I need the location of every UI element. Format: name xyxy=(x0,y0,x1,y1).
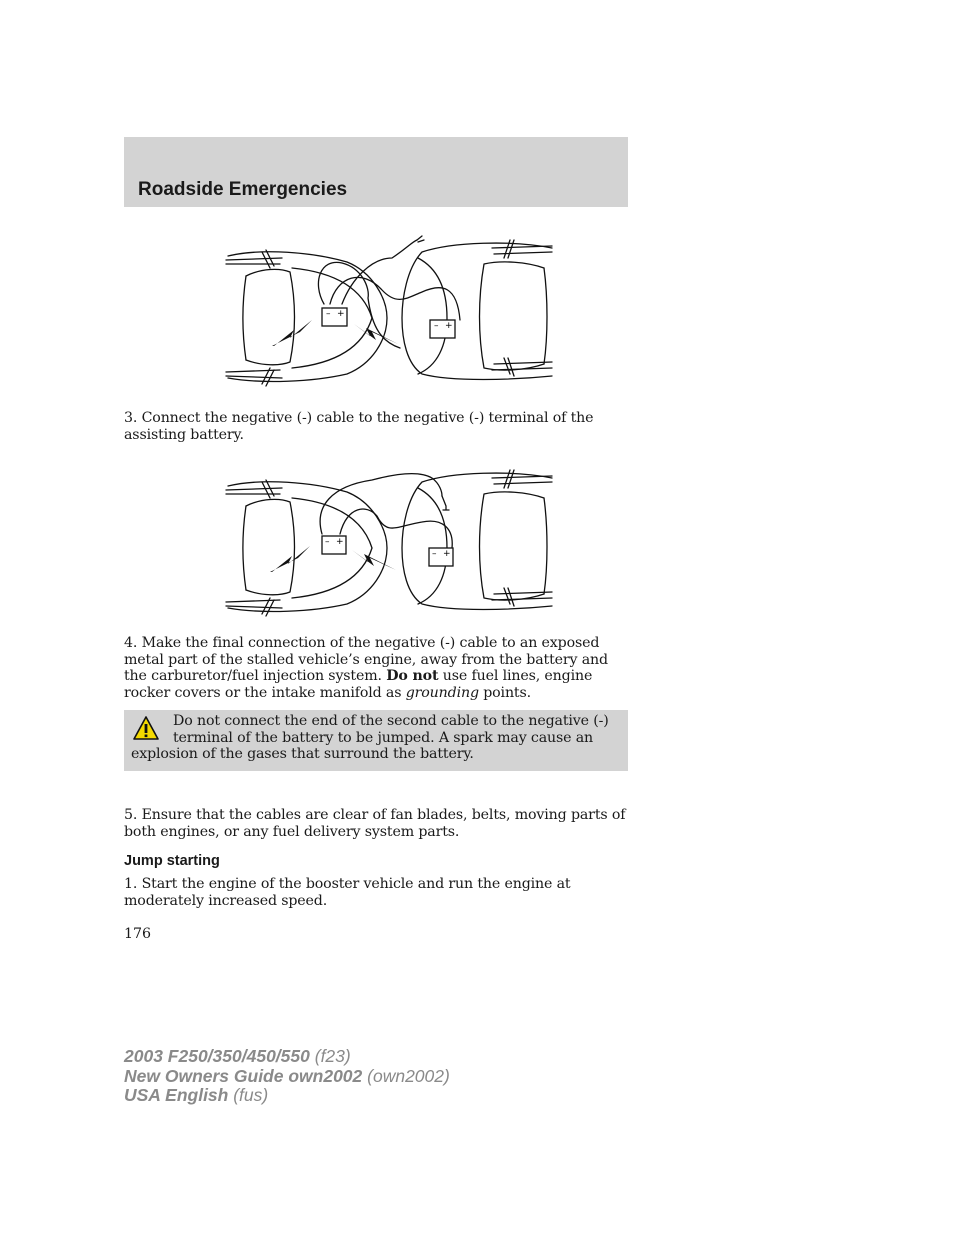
battery-plus-label: + xyxy=(336,537,344,547)
section-header-band xyxy=(124,137,628,207)
jump-cable-diagram-1 xyxy=(222,228,558,396)
warning-triangle-icon xyxy=(132,715,160,741)
step-4-part2: use fuel lines, engine rocker covers or the intake manifold as xyxy=(124,668,593,701)
battery-minus-label: – xyxy=(434,321,439,331)
step-5-text: 5. Ensure that the cables are clear of fan blades, belts, moving parts of both engines, or any fuel delivery system parts. xyxy=(124,807,626,840)
footer-language: USA English xyxy=(124,1085,229,1105)
spark-icon xyxy=(272,320,312,346)
jumper-cable-b xyxy=(342,240,417,304)
footer-model: 2003 F250/350/450/550 xyxy=(124,1046,310,1066)
footer-line-1 xyxy=(124,1047,450,1067)
battery-plus-label: + xyxy=(445,321,453,331)
battery-minus-label: – xyxy=(325,537,330,547)
step-4-part3: points. xyxy=(478,684,531,701)
footer-guide: New Owners Guide own2002 xyxy=(124,1065,363,1086)
footer-language-code: (fus) xyxy=(228,1085,269,1105)
jump-cable-diagram-2 xyxy=(222,456,558,626)
warning-text xyxy=(124,710,628,763)
step-4-italic: grounding xyxy=(405,684,479,701)
jump-starting-step-1: 1. Start the engine of the booster vehicle and run the engine at moderately increased speed. xyxy=(124,876,571,909)
footer-guide-code: (own2002) xyxy=(362,1065,450,1086)
footer-model-code: (f23) xyxy=(309,1046,351,1066)
step-4-emphasis: Do not xyxy=(386,668,439,685)
page-number: 176 xyxy=(124,926,152,942)
battery-plus-label: + xyxy=(443,549,451,559)
battery-minus-label: – xyxy=(432,549,437,559)
step-4-part1: 4. Make the final connection of the negative (-) cable to an exposed metal part of the stalled vehicle’s engine, away from the battery and the carburetor/fuel injection system. xyxy=(124,635,608,685)
battery-plus-label: + xyxy=(337,309,345,319)
warning-box xyxy=(124,710,628,771)
warning-text-content: Do not connect the end of the second cable to the negative (-) terminal of the battery to be jumped. A spark may cause an explosion of the gases that surround the battery. xyxy=(131,713,609,763)
footer-line-3 xyxy=(124,1086,450,1106)
spark-icon xyxy=(270,546,310,572)
step-3-text: 3. Connect the negative (-) cable to the negative (-) terminal of the assisting battery. xyxy=(124,410,594,443)
step-4-text xyxy=(124,635,628,701)
jump-starting-heading: Jump starting xyxy=(124,853,220,869)
document-footer xyxy=(124,1047,450,1106)
section-title: Roadside Emergencies xyxy=(138,179,348,200)
battery-minus-label: – xyxy=(326,309,331,319)
jumper-cable-b xyxy=(340,509,452,548)
spark-icon xyxy=(352,550,396,570)
footer-line-2 xyxy=(124,1067,450,1087)
